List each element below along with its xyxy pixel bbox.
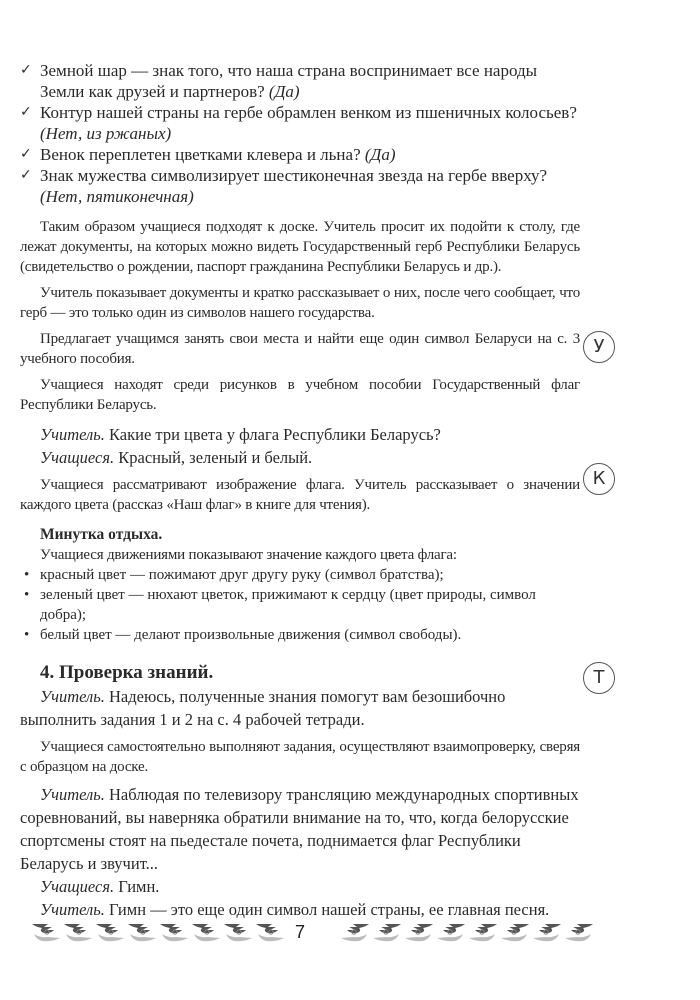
paragraph: Предлагает учащимся занять свои места и найти еще один символ Беларуси на с. 3 учебного пособия. — [20, 331, 580, 367]
dialog-line: Учитель. Какие три цвета у флага Республики Беларусь? — [40, 425, 441, 444]
badge-k-icon: К — [583, 463, 615, 495]
bullet-icon: • — [24, 587, 30, 603]
dialog-line: Учащиеся. Гимн. — [40, 877, 160, 896]
question-checklist — [20, 60, 580, 207]
list-item: • красный цвет — пожимают друг другу руку (символ братства); — [24, 567, 444, 583]
rest-break — [20, 525, 580, 645]
dialog-line: Учащиеся. Красный, зеленый и белый. — [40, 448, 313, 467]
checkmark-icon: ✓ — [20, 62, 32, 78]
checklist-item: ✓ Знак мужества символизирует шестиконечная звезда на гербе вверху? (Нет, пятиконечная) — [20, 166, 548, 206]
rest-break-title: Минутка отдыха. — [40, 526, 163, 543]
bullet-icon: • — [24, 627, 30, 643]
paragraph: Учитель показывает документы и кратко рассказывает о них, после чего сообщает, что герб — это только один из символов нашего государства. — [20, 285, 580, 321]
dialog-line: Учитель. Гимн — это еще один символ нашей страны, ее главная песня. — [40, 900, 550, 919]
checklist-item: ✓ Венок переплетен цветками клевера и льна? (Да) — [20, 145, 396, 164]
page-footer — [30, 918, 650, 948]
bullet-icon: • — [24, 567, 30, 583]
dialog-line: Учитель. Наблюдая по телевизору трансляцию международных спортивных соревнований, вы наверняка обратили внимание на то, что, когда белорусские спортсмены стоят на пьедестале почета, поднимается флаг Республики Беларусь и звучит... — [20, 785, 579, 873]
rest-break-list — [20, 565, 580, 645]
badge-u-icon: У — [583, 331, 615, 363]
page-content — [20, 60, 580, 921]
page-number: 7 — [295, 922, 306, 942]
list-item: • зеленый цвет — нюхают цветок, прижимают к сердцу (цвет природы, символ добра); — [24, 587, 536, 623]
checklist-item: ✓ Контур нашей страны на гербе обрамлен венком из пшеничных колосьев? (Нет, из ржаных) — [20, 103, 577, 143]
checkmark-icon: ✓ — [20, 146, 32, 162]
ornament-left-icon — [30, 918, 285, 948]
checklist-item: ✓ Земной шар — знак того, что наша страна воспринимает все народы Земли как друзей и партнеров? (Да) — [20, 61, 538, 101]
checkmark-icon: ✓ — [20, 104, 32, 120]
badge-t-icon: Т — [583, 662, 615, 694]
paragraph: Учащиеся рассматривают изображение флага. Учитель рассказывает о значении каждого цвета (рассказ «Наш флаг» в книге для чтения). — [20, 477, 580, 513]
rest-break-intro: Учащиеся движениями показывают значение каждого цвета флага: — [40, 547, 457, 563]
paragraph: Учащиеся находят среди рисунков в учебном пособии Государственный флаг Республики Беларусь. — [20, 377, 580, 413]
paragraph: Учащиеся самостоятельно выполняют задания, осуществляют взаимопроверку, сверяя с образцом на доске. — [20, 739, 580, 775]
section-title: 4. Проверка знаний. — [40, 662, 214, 683]
list-item: • белый цвет — делают произвольные движения (символ свободы). — [24, 627, 462, 643]
dialog-line: Учитель. Надеюсь, полученные знания помогут вам безошибочно выполнить задания 1 и 2 на с. 4 рабочей тетради. — [20, 687, 506, 729]
paragraph: Таким образом учащиеся подходят к доске. Учитель просит их подойти к столу, где лежат документы, на которых можно видеть Государственный герб Республики Беларусь (свидетельство о рождении, паспорт гражданина Республики Беларусь и др.). — [20, 219, 580, 275]
checkmark-icon: ✓ — [20, 167, 32, 183]
ornament-right-icon — [330, 918, 595, 948]
